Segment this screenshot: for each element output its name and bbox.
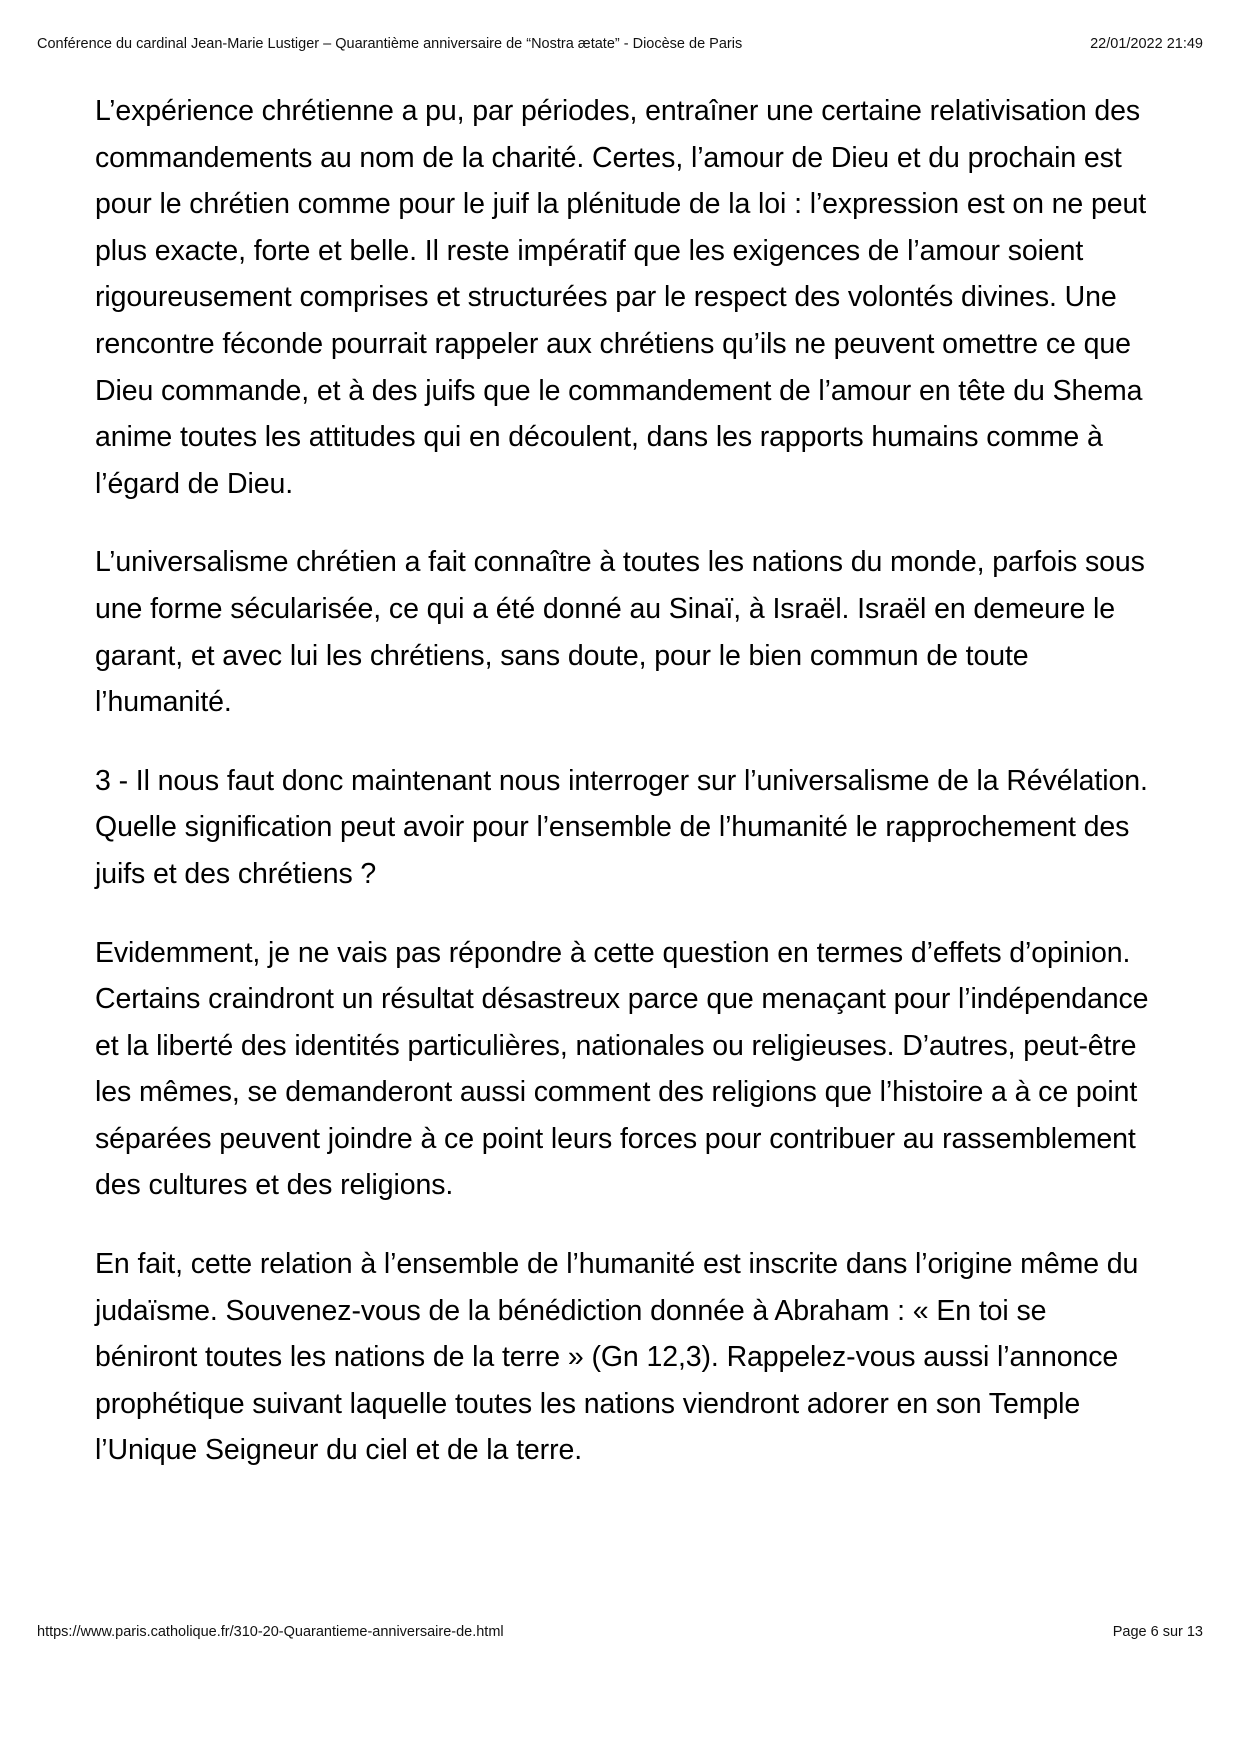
article-body: [95, 88, 1150, 1506]
page-url: https://www.paris.catholique.fr/310-20-Quarantieme-anniversaire-de.html: [37, 1624, 504, 1640]
paragraph: Evidemment, je ne vais pas répondre à cette question en termes d’effets d’opinion. Certains craindront un résultat désastreux parce que menaçant pour l’indépendance et la liberté des identités particulières, nationales ou religieuses. D’autres, peut-être les mêmes, se demanderont aussi comment des religions que l’histoire a à ce point séparées peuvent joindre à ce point leurs forces pour contribuer au rassemblement des cultures et des religions.: [95, 936, 1149, 1202]
paragraph: En fait, cette relation à l’ensemble de l’humanité est inscrite dans l’origine même du judaïsme. Souvenez-vous de la bénédiction donnée à Abraham : « En toi se béniront toutes les nations de la terre » (Gn 12,3). Rappelez-vous aussi l’annonce prophétique suivant laquelle toutes les nations viendront adorer en son Temple l’Unique Seigneur du ciel et de la terre.: [95, 1248, 1139, 1467]
page-number: Page 6 sur 13: [1112, 1624, 1203, 1640]
print-header: [37, 34, 1203, 54]
print-datetime: 22/01/2022 21:49: [1090, 36, 1203, 52]
paragraph: L’universalisme chrétien a fait connaître à toutes les nations du monde, parfois sous une forme sécularisée, ce qui a été donné au Sinaï, à Israël. Israël en demeure le garant, et avec lui les chrétiens, sans doute, pour le bien commun de toute l’humanité.: [95, 546, 1145, 719]
paragraph: 3 - Il nous faut donc maintenant nous interroger sur l’universalisme de la Révélation. Quelle signification peut avoir pour l’ensemble de l’humanité le rapprochement des juifs et des chrétiens ?: [95, 764, 1148, 890]
paragraph: L’expérience chrétienne a pu, par périodes, entraîner une certaine relativisation des commandements au nom de la charité. Certes, l’amour de Dieu et du prochain est pour le chrétien comme pour le juif la plénitude de la loi : l’expression est on ne peut plus exacte, forte et belle. Il reste impératif que les exigences de l’amour soient rigoureusement comprises et structurées par le respect des volontés divines. Une rencontre féconde pourrait rappeler aux chrétiens qu’ils ne peuvent omettre ce que Dieu commande, et à des juifs que le commandement de l’amour en tête du Shema anime toutes les attitudes qui en découlent, dans les rapports humains comme à l’égard de Dieu.: [95, 95, 1147, 500]
print-footer: [37, 1622, 1203, 1642]
page-title: Conférence du cardinal Jean-Marie Lustiger – Quarantième anniversaire de “Nostra ætate” - Diocèse de Paris: [37, 36, 743, 52]
